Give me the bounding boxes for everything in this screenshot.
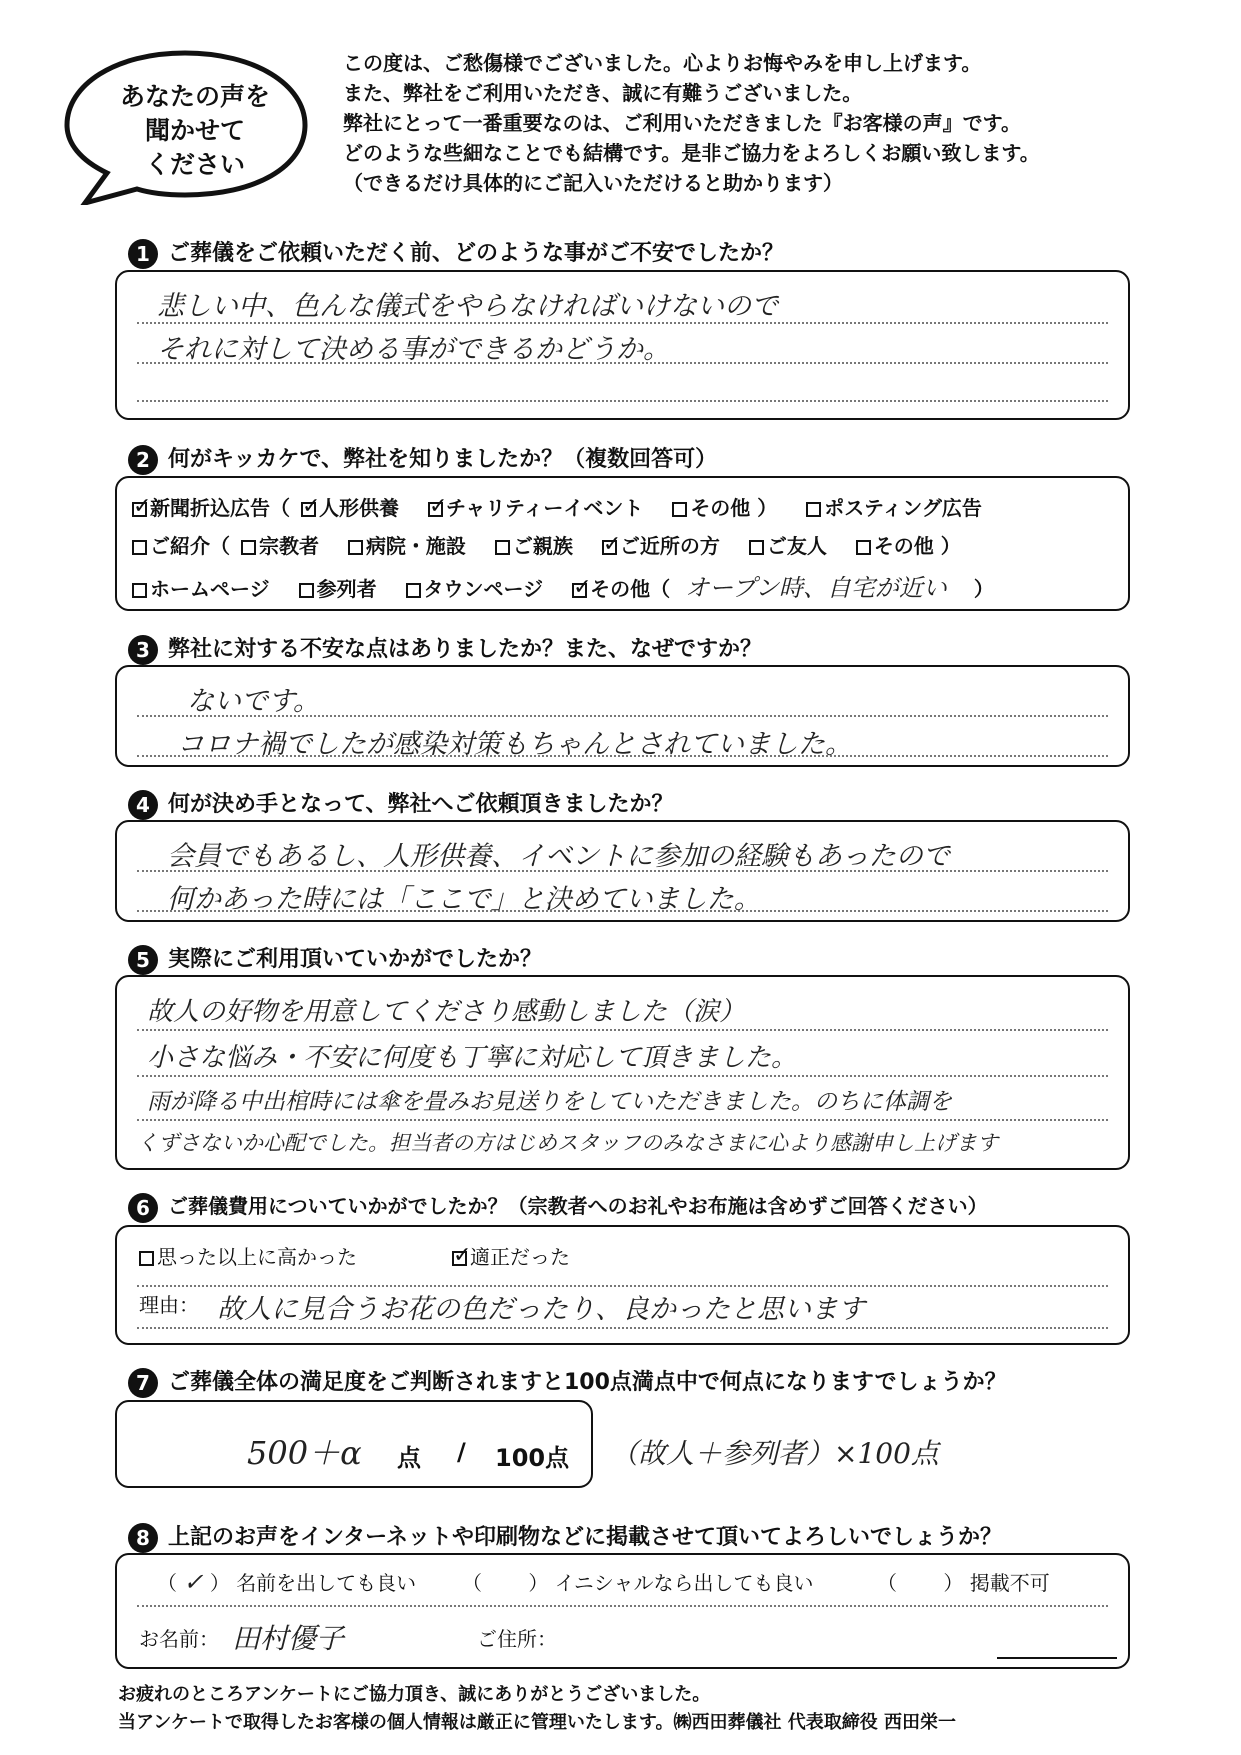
checkbox-icon[interactable] (428, 502, 443, 517)
checkbox-option[interactable]: ご紹介（ (132, 534, 230, 558)
other-handwritten: オープン時、自宅が近い (685, 574, 947, 602)
checkbox-option[interactable]: ✓ ご近所の方 (602, 534, 720, 558)
answer-box-1[interactable] (115, 270, 1130, 420)
footer-thanks: お疲れのところアンケートにご協力頂き、誠にありがとうございました。 (118, 1684, 711, 1705)
checkbox-icon[interactable] (132, 502, 147, 517)
address-label: ご住所： (477, 1627, 557, 1651)
handwritten-score: 500＋α (247, 1434, 362, 1472)
question-8-heading (128, 1520, 1002, 1553)
name-label: お名前： (139, 1627, 219, 1651)
checkbox-row-2 (132, 530, 1122, 559)
score-note: （故人＋参列者）×100点 (610, 1437, 939, 1470)
checkbox-option[interactable]: ✓ チャリティーイベント (428, 496, 643, 520)
checkbox-icon[interactable] (139, 1251, 154, 1266)
bubble-heading (95, 80, 295, 182)
checkbox-icon[interactable] (132, 540, 147, 555)
question-text: ご葬儀全体の満足度をご判断されますと100点満点中で何点になりますでしょうか？ (168, 1370, 1007, 1395)
bubble-line: ください (144, 150, 245, 179)
question-number: 2 (128, 445, 158, 475)
question-4-heading (128, 787, 674, 820)
question-text: 弊社に対する不安な点はありましたか？また、なぜですか？ (168, 637, 763, 662)
checkbox-icon[interactable] (406, 583, 421, 598)
checkbox-option[interactable]: 宗教者 (241, 534, 319, 558)
answer-box-4[interactable] (115, 820, 1130, 922)
answer-box-5[interactable] (115, 975, 1130, 1170)
bubble-line: あなたの声を (119, 82, 270, 111)
checkbox-option[interactable]: ✓ 人形供養 (301, 496, 399, 520)
checkbox-icon[interactable] (241, 540, 256, 555)
checkbox-row-3 (132, 568, 1122, 603)
question-number: 1 (128, 239, 158, 269)
question-text: 実際にご利用頂いていかがでしたか？ (168, 947, 543, 972)
checkbox-icon[interactable] (749, 540, 764, 555)
handwritten-answer: 小さな悩み・不安に何度も丁寧に対応して頂きました。 (147, 1043, 798, 1073)
intro-line: 弊社にとって一番重要なのは、ご利用いただきました『お客様の声』です。 (343, 111, 1021, 135)
checkbox-option[interactable]: 病院・施設 (348, 534, 466, 558)
checkbox-icon[interactable] (348, 540, 363, 555)
checkbox-option[interactable]: ✓ その他（ (572, 577, 670, 601)
bubble-line: 聞かせて (144, 116, 245, 145)
checkbox-option[interactable]: ポスティング広告 (806, 496, 982, 520)
handwritten-answer: ないです。 (187, 686, 320, 717)
handwritten-answer: 何かあった時には「ここで」と決めていました。 (167, 884, 761, 915)
checkbox-icon[interactable] (672, 502, 687, 517)
checkbox-option[interactable]: その他 ） (672, 496, 777, 520)
question-7-heading (128, 1365, 1007, 1398)
intro-text (343, 48, 1203, 198)
checkbox-icon[interactable] (495, 540, 510, 555)
footer-privacy: 当アンケートで取得したお客様の個人情報は厳正に管理いたします。㈱西田葬儀社 代表取締役 西田栄一 (118, 1712, 957, 1733)
publish-option-name[interactable]: （ ✓ ） 名前を出しても良い (157, 1568, 417, 1596)
question-number: 7 (128, 1368, 158, 1398)
answer-box-2[interactable] (115, 476, 1130, 611)
intro-line: この度は、ご愁傷様でございました。心よりお悔やみを申し上げます。 (343, 51, 982, 75)
reason-label: 理由： (139, 1293, 199, 1317)
answer-box-6[interactable] (115, 1225, 1130, 1345)
checkbox-icon[interactable] (572, 583, 587, 598)
question-6-heading (128, 1190, 988, 1223)
handwritten-reason: 故人に見合うお花の色だったり、良かったと思います (217, 1294, 865, 1325)
checkbox-icon[interactable] (452, 1251, 467, 1266)
question-text: ご葬儀をご依頼いただく前、どのような事がご不安でしたか？ (168, 241, 785, 266)
publish-option-initials[interactable]: （ ） イニシャルなら出しても良い (462, 1571, 814, 1595)
question-5-heading (128, 942, 542, 975)
price-option-high[interactable]: 思った以上に高かった (139, 1241, 357, 1270)
check-mark: ✓ (183, 1568, 204, 1596)
handwritten-answer: 故人の好物を用意してくださり感動しました（涙） (147, 997, 746, 1027)
score-box[interactable] (115, 1400, 593, 1488)
handwritten-answer: 悲しい中、色んな儀式をやらなければいけないので (157, 291, 778, 322)
question-number: 5 (128, 945, 158, 975)
checkbox-option[interactable]: ご友人 (749, 534, 827, 558)
checkbox-option[interactable]: ✓新聞折込広告（ (132, 496, 290, 520)
question-text: 何が決め手となって、弊社へご依頼頂きましたか？ (168, 792, 674, 817)
handwritten-answer: 雨が降る中出棺時には傘を畳みお見送りをしていただきました。のちに体調を (147, 1089, 952, 1115)
checkbox-icon[interactable] (602, 540, 617, 555)
checkbox-option[interactable]: ご親族 (495, 534, 573, 558)
question-number: 3 (128, 635, 158, 665)
question-number: 8 (128, 1523, 158, 1553)
paren-close: ） (973, 577, 994, 601)
question-text: 上記のお声をインターネットや印刷物などに掲載させて頂いてよろしいでしょうか？ (168, 1525, 1003, 1550)
handwritten-answer: それに対して決める事ができるかどうか。 (157, 334, 670, 365)
score-max: 100点 (495, 1444, 570, 1472)
checkbox-icon[interactable] (132, 583, 147, 598)
checkbox-row-1 (132, 492, 1122, 521)
handwritten-name[interactable]: 田村優子 (232, 1622, 345, 1655)
publish-option-none[interactable]: （ ） 掲載不可 (877, 1571, 1050, 1595)
question-text: 何がキッカケで、弊社を知りましたか？（複数回答可） (168, 447, 718, 472)
handwritten-answer: コロナ禍でしたが感染対策もちゃんとされていました。 (177, 729, 852, 760)
checkbox-icon[interactable] (806, 502, 821, 517)
address-underline (997, 1657, 1117, 1659)
checkbox-option[interactable]: その他 ） (856, 534, 961, 558)
question-text: ご葬儀費用についていかがでしたか？（宗教者へのお礼やお布施は含めずご回答ください） (168, 1194, 988, 1218)
intro-line: また、弊社をご利用いただき、誠に有難うございました。 (343, 81, 863, 105)
checkbox-icon[interactable] (856, 540, 871, 555)
checkbox-option[interactable]: タウンページ (406, 577, 544, 601)
score-slash: / (457, 1438, 466, 1466)
checkbox-icon[interactable] (301, 502, 316, 517)
question-1-heading (128, 236, 784, 269)
handwritten-answer: 会員でもあるし、人形供養、イベントに参加の経験もあったので (167, 841, 950, 872)
price-option-fair[interactable]: ✓ 適正だった (452, 1241, 570, 1270)
intro-line: （できるだけ具体的にご記入いただけると助かります） (343, 171, 843, 195)
intro-line: どのような些細なことでも結構です。是非ご協力をよろしくお願い致します。 (343, 141, 1040, 165)
checkbox-option[interactable]: 参列者 (299, 577, 377, 601)
answer-box-8[interactable] (115, 1553, 1130, 1669)
handwritten-answer: くずさないか心配でした。担当者の方はじめスタッフのみなさまに心より感謝申し上げます (137, 1131, 998, 1155)
checkbox-option[interactable]: ホームページ (132, 577, 270, 601)
checkbox-icon[interactable] (299, 583, 314, 598)
question-3-heading (128, 632, 762, 665)
answer-box-3[interactable] (115, 665, 1130, 767)
score-unit: 点 (397, 1444, 421, 1472)
question-number: 6 (128, 1193, 158, 1223)
question-number: 4 (128, 790, 158, 820)
question-2-heading (128, 442, 717, 475)
